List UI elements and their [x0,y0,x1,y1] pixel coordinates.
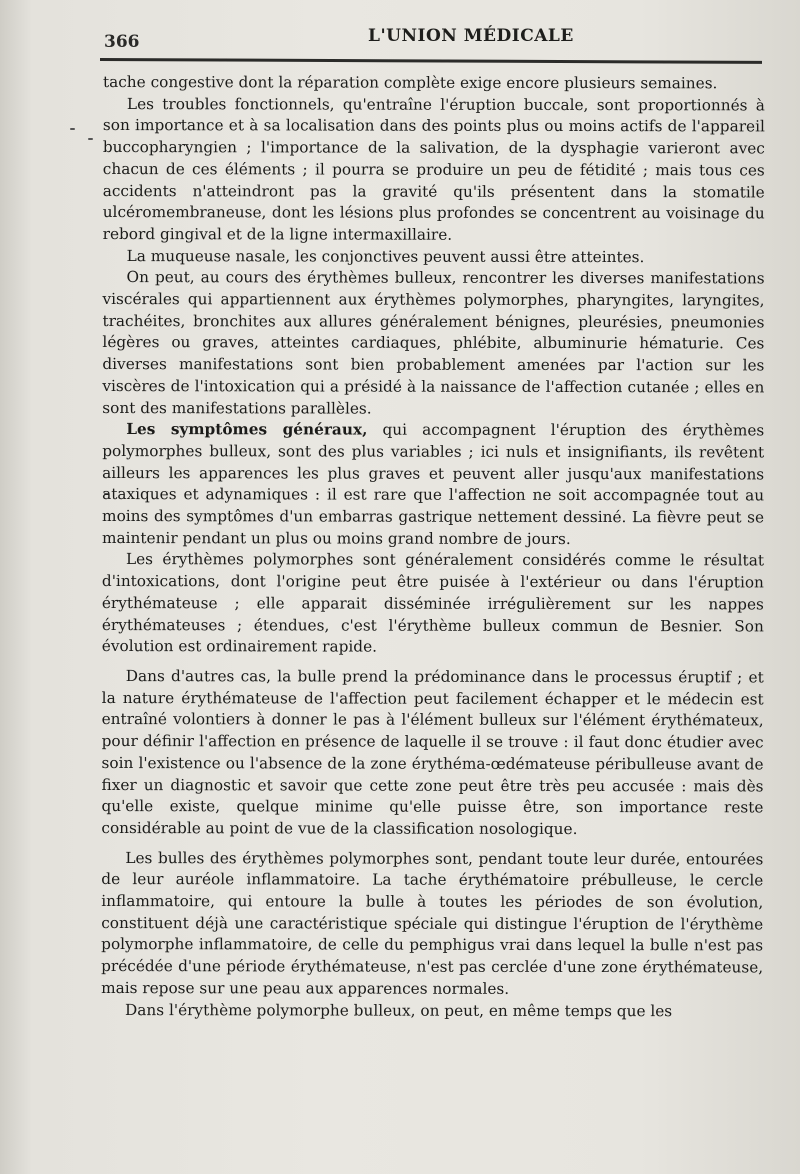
running-title: L'UNION MÉDICALE [368,26,574,46]
body-text [101,72,765,1023]
paragraph-text: qui accompagnent l'éruption des érythèmes polymorphes bulleux, sont des plus variables ; ici nuls et insignifiants, ils revêtent ailleurs les apparences les plus graves et peuvent aller jusqu'aux manifestations ataxiques et adynamiques : il est rare que l'affection ne soit accompagnée tout au moins des symptômes d'un embarras gastrique nettement dessiné. La fièvre peut se maintenir pendant un plus ou moins grand nombre de jours. [102,420,765,548]
paragraph [101,666,763,841]
paragraph-text: On peut, au cours des érythèmes bulleux, rencontrer les diverses manifestations viscérales qui appartiennent aux érythèmes polymorphes, pharyngites, laryngites, trachéites, bronchites aux allures généralement bénignes, pleurésies, pneumonies légères ou graves, atteintes cardiaques, phlébite, albuminurie hématurie. Ces diverses manifestations sont bien probablement amenées par l'action sur les viscères de l'intoxication qui a présidé à la naissance de l'affection cutanée ; elles en sont des manifestations parallèles. [102,268,765,418]
paragraph [103,94,765,247]
paragraph-text: Les bulles des érythèmes polymorphes sont, pendant toute leur durée, entourées de leur auréole inflammatoire. La tache érythématoire prébulleuse, le cercle inflammatoire, qui entoure la bulle à toutes les périodes de son évolution, constituent déjà une caractéristique spéciale qui distingue l'éruption de l'érythème polymorphe inflammatoire, de celle du pemphigus vrai dans lequel la bulle n'est pas précédée d'une période érythémateuse, n'est pas cerclée d'une zone érythémateuse, mais repose sur une peau aux apparences normales. [101,848,764,998]
paragraph-text: Dans l'érythème polymorphe bulleux, on peut, en même temps que les [125,1000,673,1020]
paragraph [103,246,765,269]
paragraph-text: Dans d'autres cas, la bulle prend la prédominance dans le processus éruptif ; et la nature érythémateuse de l'affection peut facilement échapper et le médecin est entraîné volontiers à donner le pas à l'élément bulleux sur l'élément érythémateux, pour définir l'affection en présence de laquelle il se trouve : il faut donc étudier avec soin l'existence ou l'absence de la zone érythéma-œdémateuse péribulleuse avant de fixer un diagnostic et savoir que cette zone peut être très peu accusée : mais dès qu'elle existe, quelque minime qu'elle puisse être, son importance reste considérable au point de vue de la classification nosologique. [101,667,764,838]
paragraph-lead: Les symptômes généraux, [126,420,368,439]
paragraph [102,419,764,551]
margin-mark [88,138,93,140]
paragraph-text: Les troubles fonctionnels, qu'entraîne l'éruption buccale, sont proportionnés à son importance et à sa localisation dans des points plus ou moins actifs de l'appareil buccopharyngien ; l'importance de la salivation, de la dysphagie varieront avec chacun de ces éléments ; il pourra se produire un peu de fétidité ; mais tous ces accidents n'atteindront pas la gravité qu'ils présentent dans la stomatile ulcéromembraneuse, dont les lésions plus profondes se concentrent au voisinage du rebord gingival et de la ligne intermaxillaire. [102,94,765,244]
header-rule [100,58,762,64]
paragraph [103,72,765,95]
paragraph [101,848,763,1001]
paragraph [102,267,764,420]
paragraph-text: La muqueuse nasale, les conjonctives peuvent aussi être atteintes. [126,246,645,266]
page-header [100,24,760,64]
paragraph [102,549,764,659]
page-number: 366 [104,32,140,52]
paragraph-text: tache congestive dont la réparation complète exige encore plusieurs semaines. [102,73,718,93]
paragraph-text: Les érythèmes polymorphes sont généralement considérés comme le résultat d'intoxications, dont l'origine peut être puisée à l'extérieur ou dans l'éruption érythémateuse ; elle apparait disséminée irrégulièrement sur les nappes érythémateuses ; étendues, c'est l'érythème bulleux commun de Besnier. Son évolution est ordinairement rapide. [101,550,764,656]
margin-mark [70,128,75,130]
paragraph [101,1000,763,1023]
